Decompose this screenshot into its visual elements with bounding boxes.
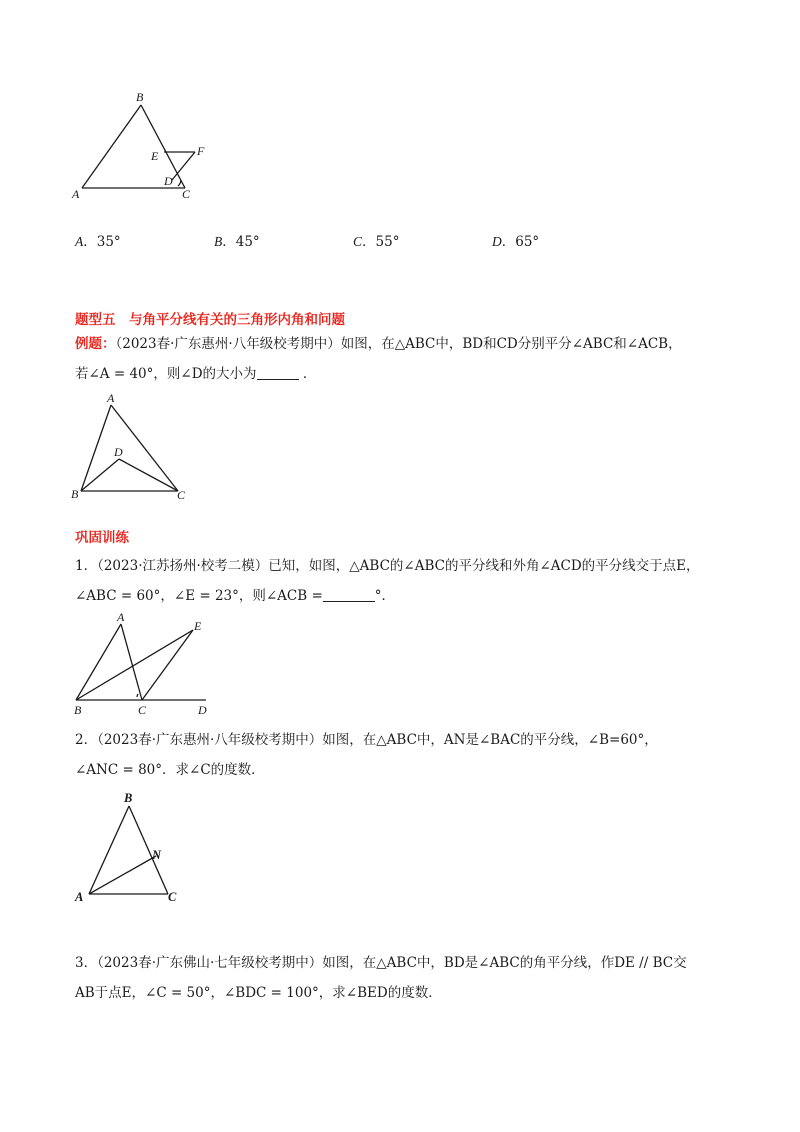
fig2-segment-dc — [119, 459, 178, 491]
example-text-1: （2023春·广东惠州·八年级校考期中）如图，在△ABC中，BD和CD分别平分∠ABC和∠ACB， — [115, 336, 682, 352]
q1-text-2a: ∠ABC = 60°，∠E = 23°，则∠ACB = — [75, 588, 323, 604]
fig3-label-c: C — [138, 703, 147, 717]
practice-title: 巩固训练 — [75, 530, 129, 546]
q1-line-1: 1．（2023·江苏扬州·校考二模）已知，如图，△ABC的∠ABC的平分线和外角∠ACD的平分线交于点E， — [75, 558, 700, 574]
fig3-label-e: E — [194, 619, 202, 633]
option-b-letter: B — [214, 234, 223, 249]
fig3-angle-arc — [137, 694, 138, 697]
fig1-label-d: D — [164, 174, 173, 188]
fig3-side-ab — [76, 624, 121, 700]
q3-line-2: AB于点E，∠C = 50°，∠BDC = 100°，求∠BED的度数． — [75, 985, 442, 1001]
fig2-label-c: C — [177, 488, 186, 502]
figure-3-triangle — [66, 610, 216, 718]
fig3-label-a: A — [117, 610, 125, 624]
fig3-segment-be — [76, 630, 193, 700]
fig1-angle-arc — [178, 180, 181, 186]
fig4-label-a: A — [75, 890, 84, 904]
example-label: 例题： — [75, 336, 116, 352]
fig1-label-c: C — [182, 187, 191, 201]
option-a-letter: A — [75, 234, 84, 249]
option-b — [214, 232, 260, 252]
figure-2-triangle — [66, 390, 206, 505]
example-line-2 — [75, 364, 316, 384]
q2-line-1: 2．（2023春·广东惠州·八年级校考期中）如图，在△ABC中，AN是∠BAC的平分线，∠B=60°， — [75, 732, 658, 748]
fig2-label-a: A — [107, 391, 115, 405]
option-b-text: ．45° — [222, 234, 260, 250]
figure-1-triangle — [60, 88, 230, 208]
fig1-segment-fd — [172, 152, 195, 180]
fig1-label-e: E — [151, 149, 159, 163]
fig1-label-f: F — [197, 144, 205, 158]
fig3-segment-ce — [142, 630, 193, 700]
option-d — [492, 232, 539, 252]
example-text-2a: 若∠A = 40°，则∠D的大小为 — [75, 366, 257, 382]
option-a — [75, 232, 121, 252]
fig2-label-d: D — [114, 445, 123, 459]
figure-4-triangle — [70, 784, 200, 906]
fig4-side-ab — [89, 806, 129, 894]
fig1-label-a: A — [72, 187, 80, 201]
q1-line-2 — [75, 586, 395, 606]
fig4-segment-an — [89, 856, 156, 894]
fig3-label-b: B — [74, 703, 82, 717]
option-c-letter: C — [353, 234, 363, 249]
option-d-text: ．65° — [501, 234, 540, 250]
fig4-label-n: N — [152, 848, 162, 862]
option-a-text: ．35° — [83, 234, 121, 250]
q2-line-2: ∠ANC = 80°．求∠C的度数． — [75, 762, 265, 778]
section5-title: 题型五 与角平分线有关的三角形内角和问题 — [75, 312, 345, 328]
option-c-text: ．55° — [362, 234, 400, 250]
fig2-label-b: B — [71, 487, 79, 501]
fig3-label-d: D — [198, 703, 207, 717]
example-line-1 — [75, 334, 682, 354]
fig4-label-c: C — [168, 890, 177, 904]
example-answer-blank — [257, 365, 299, 380]
q1-text-2b: °． — [374, 588, 396, 604]
fig4-side-bc — [129, 806, 168, 894]
fig1-side-bc — [141, 105, 185, 188]
fig1-side-ab — [82, 105, 141, 188]
fig4-label-b: B — [124, 791, 133, 805]
q3-line-1: 3．（2023春·广东佛山·七年级校考期中）如图，在△ABC中，BD是∠ABC的角平分线，作DE // BC交 — [75, 955, 687, 971]
q1-answer-blank — [323, 587, 375, 602]
example-text-2b: ． — [302, 366, 317, 382]
fig1-label-b: B — [136, 90, 144, 104]
option-c — [353, 232, 399, 252]
option-d-letter: D — [492, 234, 502, 249]
